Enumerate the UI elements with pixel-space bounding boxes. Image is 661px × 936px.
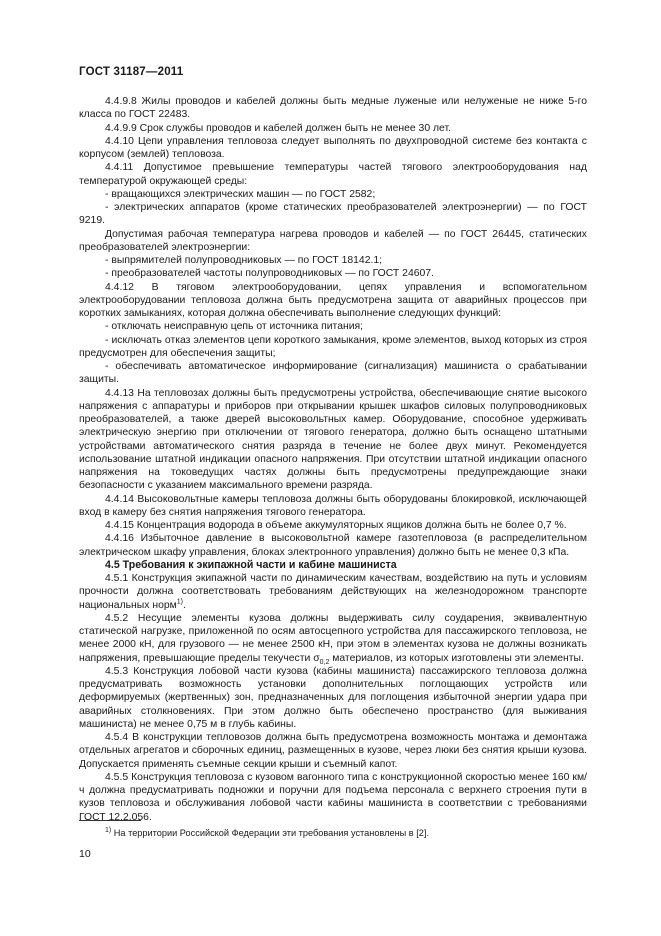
paragraph-text: 4.4.11 Допустимое превышение температуры частей тягового электрооборудования над температурой окружающей среды: [79,162,587,187]
paragraph-text: - выпрямителей полупроводниковых — по ГОСТ 18142.1; [105,255,383,266]
paragraph [79,122,587,135]
paragraph-text: 4.5 Требования к экипажной части и кабине машиниста [105,558,397,571]
paragraph-text: 4.4.10 Цепи управления тепловоза следует выполнять по двухпроводной системе без контакта с корпусом (землей) тепловоза. [79,135,587,160]
paragraph [79,95,587,122]
paragraph-text: 4.4.13 На тепловозах должны быть предусмотрены устройства, обеспечивающие снятие высокого напряжения с аппаратуры и приборов при открывании крышек шкафов силовых полупроводниковых преобразователей, а также дверей высоковольтных камер. Оборудование, способное удерживать электрическую энергию при отключении от тягового генератора, должно быть оснащено штатными устройствами автоматического снятия разряда в течение не более двух минут. Рекомендуется использование штатной индикации опасного напряжения. При отсутствии штатной индикации опасного напряжения на токоведущих частях должны быть предусмотрены предупреждающие знаки безопасности с указанием максимального времени разряда. [79,387,587,492]
paragraph-text: - преобразователей частоты полупроводниковых — по ГОСТ 24607. [105,268,434,280]
paragraph [79,161,587,188]
paragraph-text: 4.4.9.8 Жилы проводов и кабелей должны быть медные луженые или нелуженые не ниже 5-го класса по ГОСТ 22483. [79,96,587,121]
paragraph-text: 4.4.12 В тяговом электрооборудовании, цепях управления и вспомогательном электрооборудовании тепловоза должна быть предусмотрена защита от аварийных процессов при коротких замыканиях, которая должна обеспечивать выполнение следующих функций: [79,281,587,319]
footnote-reference: 1) [176,598,184,606]
paragraph-text: - исключать отказ элементов цепи короткого замыкания, кроме элементов, выход которых из строя предусмотрен для обеспечения защиты; [79,334,587,359]
paragraph [79,254,587,267]
paragraph-text: - электрических аппаратов (кроме статических преобразователей электроэнергии) — по ГОСТ 9219. [79,202,587,227]
paragraph-text: 4.5.4 В конструкции тепловозов должна быть предусмотрена возможность монтажа и демонтажа отдельных агрегатов и сборочных единиц, размещенных в кузове, через люки без снятия крыши кузова. Допускается применять съемные секции крыши и съемный капот. [79,732,587,770]
paragraph-text: 4.5.1 Конструкция экипажной части по динамическим качествам, воздействию на путь и условиям прочности должна соответствовать требованиям действующих на железнодорожном транспорте национальных норм [79,573,587,611]
footnote-text: На территории Российской Федерации эти требования установлены в [2]. [113,828,430,838]
page-number: 10 [79,848,91,860]
paragraph [79,320,587,333]
paragraph-text: - отключать неисправную цепь от источника питания; [105,321,364,333]
document-body [79,95,587,824]
paragraph [79,519,587,532]
paragraph [79,612,587,665]
paragraph [79,493,587,520]
paragraph-text: 4.5.5 Конструкция тепловоза с кузовом вагонного типа с конструкционной скоростью менее 160 км/ч должна предусматривать подножки и поручни для подъема персонала с верхнего строения пути в кузов тепловоза и обслуживания лобовой части кабины машиниста в соответствии с требованиями ГОСТ 12.2.056. [79,771,587,823]
paragraph [79,228,587,255]
paragraph-text-tail: материалов, из которых изготовлены эти элементы. [329,652,584,664]
footnote-marker: 1) [105,826,112,834]
paragraph [79,665,587,731]
paragraph-text: 4.4.14 Высоковольтные камеры тепловоза должны быть оборудованы блокировкой, исключающей вход в камеру без снятия напряжения тягового генератора. [79,493,587,518]
paragraph [79,201,587,228]
paragraph-text-tail: . [183,599,186,611]
paragraph-text: - обеспечивать автоматическое информирование (сигнализация) машиниста о срабатывании защиты. [79,361,587,386]
paragraph-text: 4.5.3 Конструкция лобовой части кузова (кабины машиниста) пассажирского тепловоза должна предусматривать возможность установки дополнительных поглощающих устройств или деформируемых (жертвенных) зон, предназначенных для поглощения избыточной энергии удара при аварийных столкновениях. При этом должно быть обеспечено пространство (для выживания машиниста) не менее 0,75 м в глубь кабины. [79,665,587,730]
paragraph [79,771,587,824]
subscript: 0,2 [319,658,330,666]
paragraph [79,334,587,361]
paragraph-text: 4.5.2 Несущие элементы кузова должны выдерживать силу соударения, эквивалентную статической нагрузке, приложенной по осям автосцепного устройства для пассажирского тепловоза, не менее 2000 кН, для грузового — не менее 2500 кН, при этом в элементах кузова не должны возникать напряжения, превышающие пределы текучести σ [79,612,587,664]
paragraph-text: 4.4.9.9 Срок службы проводов и кабелей должен быть не менее 30 лет. [105,122,451,134]
paragraph [79,135,587,162]
paragraph [79,267,587,280]
paragraph-text: 4.4.16 Избыточное давление в высоковольтной камере газотепловоза (в распределительном электрическом шкафу управления, блоках электронного управления) должно быть не менее 0,3 кПа. [79,533,587,558]
footnote-divider [79,820,141,821]
paragraph [79,532,587,559]
paragraph [79,731,587,771]
footnote [105,827,585,839]
paragraph-text: Допустимая рабочая температура нагрева проводов и кабелей — по ГОСТ 26445, статических преобразователей электроэнергии: [79,228,587,253]
paragraph-text: 4.4.15 Концентрация водорода в объеме аккумуляторных ящиков должна быть не более 0,7 %. [105,520,567,531]
paragraph [79,387,587,493]
document-header: ГОСТ 31187—2011 [79,66,184,78]
paragraph [79,281,587,321]
paragraph-text: - вращающихся электрических машин — по ГОСТ 2582; [105,188,376,200]
section-heading [79,559,587,572]
paragraph [79,572,587,612]
paragraph [79,188,587,201]
paragraph [79,360,587,387]
